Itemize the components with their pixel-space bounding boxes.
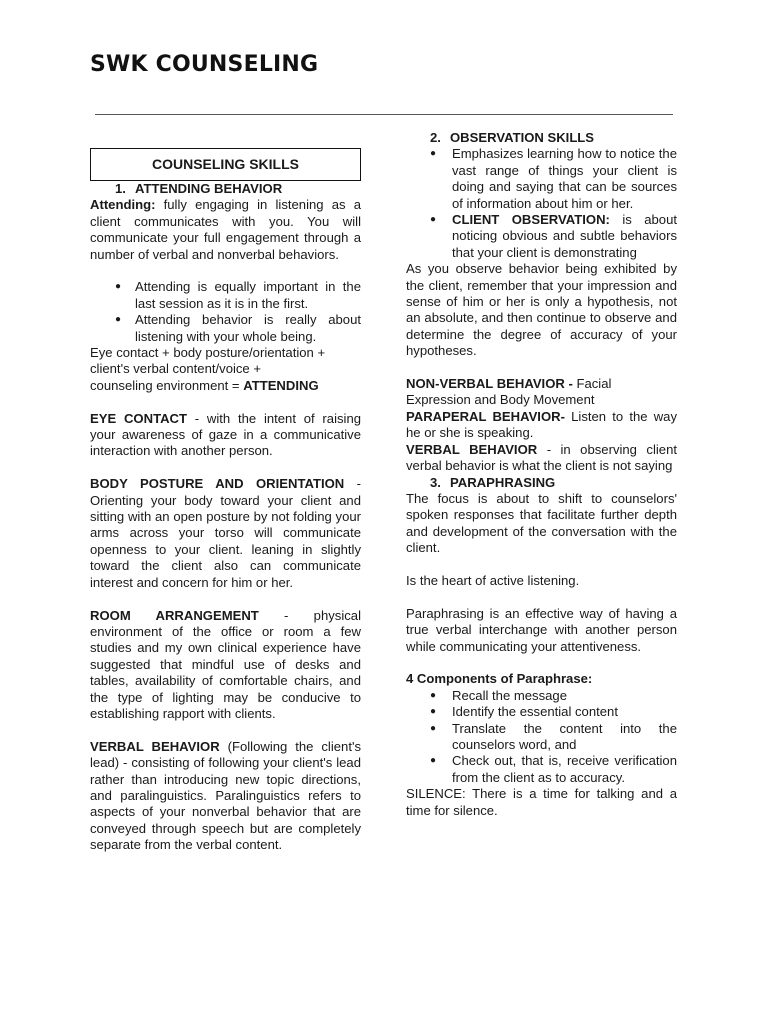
observation-bullet-list (406, 146, 677, 261)
formula-result: ATTENDING (243, 377, 319, 393)
heading-label: ATTENDING BEHAVIOR (135, 181, 283, 196)
spacer (90, 460, 361, 476)
observe-paragraph: As you observe behavior being exhibited by the client, remember that your impression and sense of him or her is only a hypothesis, not an absolute, and then continue to observe and determine the degree of accuracy of your hypotheses. (406, 261, 677, 359)
title-divider (95, 114, 673, 115)
formula-line-3 (90, 378, 361, 394)
spacer (406, 655, 677, 671)
heading-number: 3. (430, 474, 441, 490)
attending-bullet-list (90, 279, 361, 345)
spacer (406, 589, 677, 605)
list-item: ● Attending is equally important in the last session as it is in the first. (90, 279, 361, 312)
verbal-behavior-text: (Following the client's lead) - consisting of following your client's lead rather than introducing new topic directions, and paralinguistics. Paralinguistics refers to aspects of your nonverbal behavior that are conveyed through speech but are completely separate from the verbal content. (90, 738, 362, 853)
spacer (406, 557, 677, 573)
effective-paragraph: Paraphrasing is an effective way of having a true verbal interchange with another person while communicating your attentiveness. (406, 605, 677, 654)
verbal-behavior-observation-text: - in observing client verbal behavior is what the client is not saying (406, 441, 677, 474)
list-item: ● Check out, that is, receive verification from the client as to accuracy. (406, 753, 677, 786)
formula-prefix: counseling environment = (90, 377, 244, 393)
spacer (90, 722, 361, 738)
term-paraperal-behavior: PARAPERAL BEHAVIOR- (406, 408, 565, 424)
silence-paragraph: SILENCE: There is a time for talking and a time for silence. (406, 786, 677, 818)
paraperal-behavior-paragraph (406, 409, 677, 442)
eye-contact-paragraph (90, 411, 361, 460)
term-nonverbal-behavior: NON-VERBAL BEHAVIOR - (406, 376, 573, 392)
heading-number: 1. (115, 181, 126, 196)
term-eye-contact: EYE CONTACT (90, 410, 188, 426)
paraperal-behavior-text: Listen to the way he or she is speaking. (406, 408, 677, 441)
heading-label: OBSERVATION SKILLS (450, 130, 595, 145)
nonverbal-behavior-text: Facial Expression and Body Movement (406, 376, 612, 408)
body-posture-text: - Orienting your body toward your client and sitting with an open posture by not folding your arms across your torso will communicate openness to your client. leaning in slightly toward the client also can communicate interest and concern for him or her. (90, 476, 361, 590)
spacer (90, 591, 361, 607)
list-item: ● Recall the message (406, 688, 677, 704)
list-item: ● Translate the content into the counselors word, and (406, 721, 677, 754)
list-item: ● Emphasizes learning how to notice the vast range of things your client is doing and saying that can be sources of information about him or her. (406, 146, 677, 212)
attending-definition (90, 197, 361, 263)
term-room-arrangement: ROOM ARRANGEMENT (90, 607, 259, 623)
room-arrangement-paragraph (90, 608, 361, 723)
spacer (90, 394, 361, 410)
eye-contact-text: - with the intent of raising your awareness of gaze in a communicative interaction with another person. (90, 410, 362, 459)
document-title: SWK COUNSELING (90, 52, 319, 77)
term-verbal-behavior: VERBAL BEHAVIOR (406, 441, 538, 457)
list-item: ● Identify the essential content (406, 704, 677, 720)
heading-label: PARAPHRASING (450, 474, 556, 490)
focus-paragraph: The focus is about to shift to counselors' spoken responses that facilitate further depth and development of the conversation with the client. (406, 490, 677, 556)
term-body-posture: BODY POSTURE AND ORIENTATION (90, 476, 345, 492)
components-list (406, 688, 677, 786)
term-verbal-behavior: VERBAL BEHAVIOR (90, 738, 220, 754)
verbal-behavior-paragraph (90, 739, 361, 854)
room-arrangement-text: - physical environment of the office or room a few studies and my own clinical experience have suggested that mindful use of desks and tables, availability of comfortable chairs, and the type of lighting may be conducive to establishing rapport with clients. (90, 607, 361, 721)
right-column (406, 130, 677, 819)
spacer (90, 263, 361, 279)
heading-paraphrasing (406, 475, 677, 491)
formula-line-2: client's verbal content/voice + (90, 361, 261, 377)
formula-line-1: Eye contact + body posture/orientation + (90, 345, 326, 361)
heading-number: 2. (430, 130, 441, 145)
heading-attending-behavior (90, 181, 361, 197)
body-posture-paragraph (90, 476, 361, 591)
verbal-behavior-observation-paragraph (406, 442, 677, 475)
heart-paragraph: Is the heart of active listening. (406, 572, 580, 588)
term-attending: Attending: (90, 197, 156, 213)
term-client-observation: CLIENT OBSERVATION: (452, 212, 610, 228)
components-heading: 4 Components of Paraphrase: (406, 671, 593, 687)
list-item: ● Attending behavior is really about listening with your whole being. (90, 312, 361, 345)
section-box-title: COUNSELING SKILLS (90, 148, 361, 181)
attending-text: fully engaging in listening as a client communicates with you. You will communicate your full engagement through a number of verbal and nonverbal behaviors. (90, 197, 361, 262)
list-item (406, 212, 677, 261)
left-column (90, 148, 361, 854)
spacer (406, 360, 677, 376)
heading-observation-skills (406, 130, 677, 146)
nonverbal-behavior-paragraph (406, 376, 677, 409)
client-observation-text: is about noticing obvious and subtle behaviors that your client is demonstrating (452, 212, 677, 260)
